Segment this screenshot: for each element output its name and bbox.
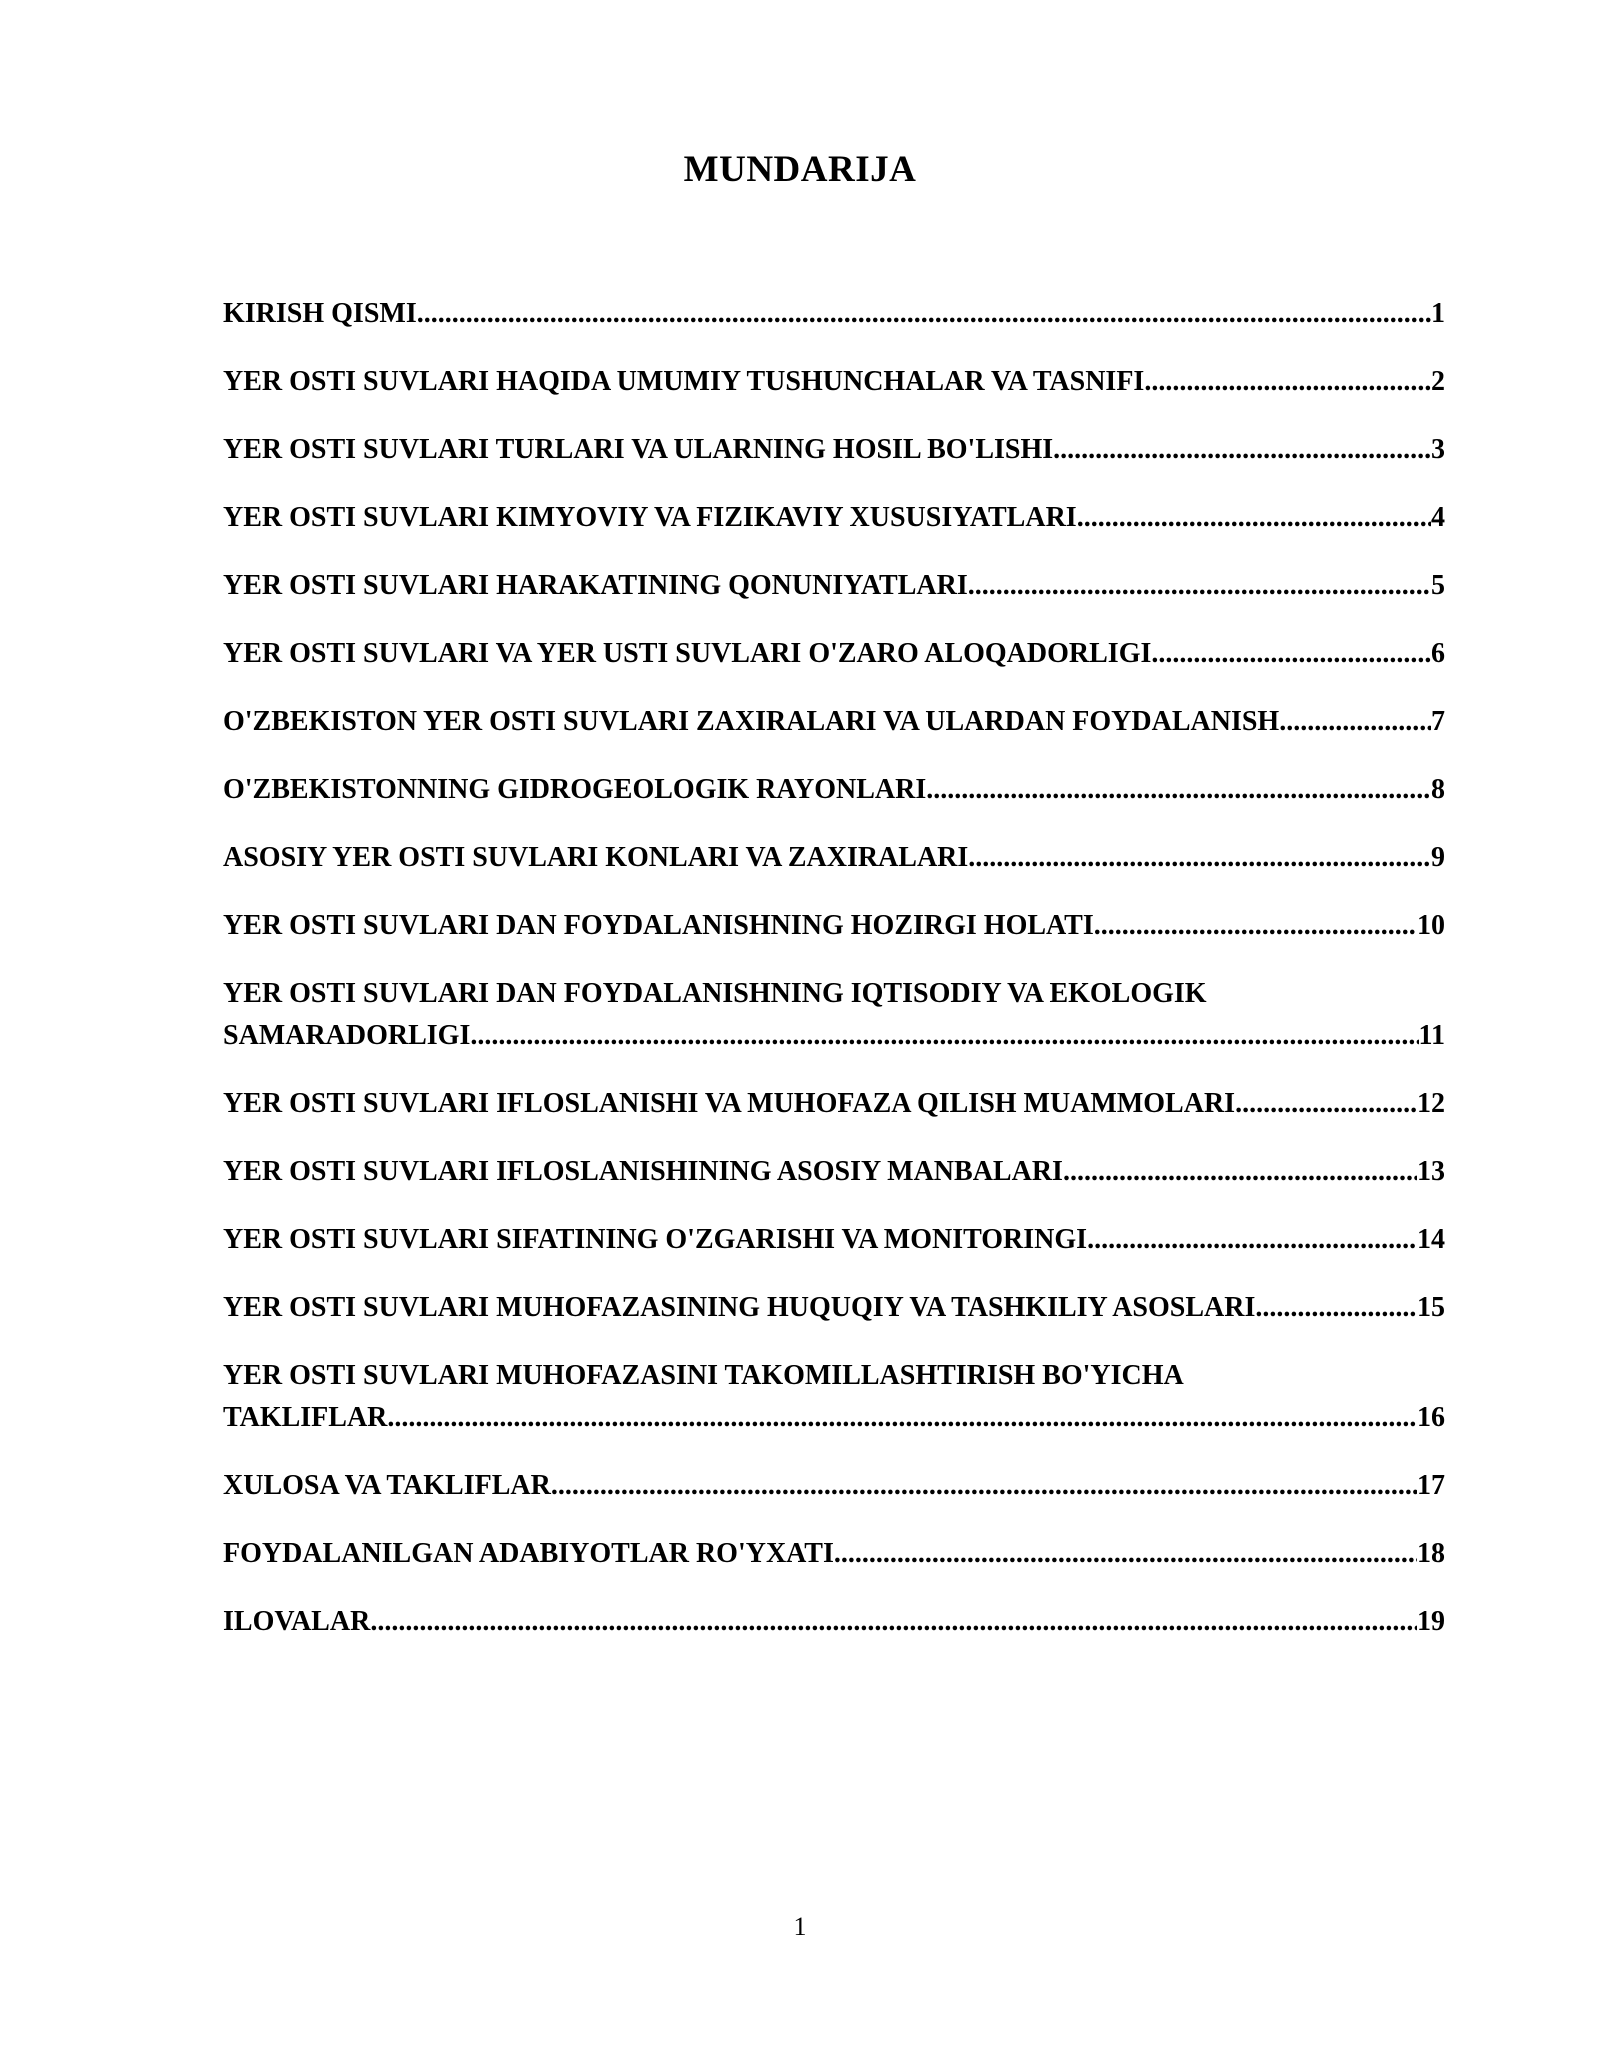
dot-leader [1063, 1151, 1417, 1193]
toc-entry-text: ILOVALAR [223, 1606, 371, 1637]
toc-entry-xulosa[interactable] [223, 1465, 1445, 1507]
dot-leader [968, 837, 1431, 879]
toc-entry-qonuniyatlari[interactable] [223, 565, 1445, 607]
toc-page-number: 2 [1431, 366, 1445, 397]
toc-entry-text-first-line: YER OSTI SUVLARI DAN FOYDALANISHNING IQTISODIY VA EKOLOGIK [223, 978, 1207, 1009]
toc-entry-gidrogeologik-rayonlari[interactable] [223, 769, 1445, 811]
toc-entry-manbalari[interactable] [223, 1151, 1445, 1193]
dot-leader [1053, 429, 1431, 471]
dot-leader [417, 293, 1431, 335]
toc-entry-text: O'ZBEKISTONNING GIDROGEOLOGIK RAYONLARI [223, 774, 927, 805]
toc-page-number: 17 [1417, 1470, 1445, 1501]
toc-entry-text: YER OSTI SUVLARI MUHOFAZASINING HUQUQIY VA TASHKILIY ASOSLARI [223, 1292, 1256, 1323]
page-title: MUNDARIJA [683, 149, 917, 190]
toc-page-number: 6 [1431, 638, 1445, 669]
toc-entry-text: ASOSIY YER OSTI SUVLARI KONLARI VA ZAXIRALARI [223, 842, 969, 873]
dot-leader [1144, 361, 1431, 403]
toc-page-number: 16 [1417, 1402, 1445, 1433]
toc-entry-text: YER OSTI SUVLARI KIMYOVIY VA FIZIKAVIY XUSUSIYATLARI [223, 502, 1077, 533]
toc-entry-zaxiralari[interactable] [223, 701, 1445, 743]
toc-entry-huquqiy-asoslari[interactable] [223, 1287, 1445, 1329]
dot-leader [551, 1465, 1417, 1507]
toc-entry-text: YER OSTI SUVLARI IFLOSLANISHI VA MUHOFAZA QILISH MUAMMOLARI [223, 1088, 1236, 1119]
toc-page-number: 19 [1417, 1606, 1445, 1637]
toc-entry-aloqadorligi[interactable] [223, 633, 1445, 675]
toc-entry-turlari[interactable] [223, 429, 1445, 471]
toc-entry-text: YER OSTI SUVLARI HAQIDA UMUMIY TUSHUNCHALAR VA TASNIFI [223, 366, 1145, 397]
toc-page-number: 13 [1417, 1156, 1445, 1187]
toc-entry-takliflar[interactable] [223, 1355, 1445, 1439]
toc-entry-monitoringi[interactable] [223, 1219, 1445, 1261]
toc-page-number: 15 [1417, 1292, 1445, 1323]
toc-page-number: 7 [1431, 706, 1445, 737]
toc-page-number: 14 [1417, 1224, 1445, 1255]
toc-entry-text: YER OSTI SUVLARI TURLARI VA ULARNING HOSIL BO'LISHI [223, 434, 1054, 465]
toc-entry-text: XULOSA VA TAKLIFLAR [223, 1470, 551, 1501]
toc-entry-samaradorligi[interactable] [223, 973, 1445, 1057]
toc-entry-text: YER OSTI SUVLARI DAN FOYDALANISHNING HOZIRGI HOLATI [223, 910, 1094, 941]
dot-leader [387, 1397, 1417, 1439]
toc-entry-text: YER OSTI SUVLARI IFLOSLANISHINING ASOSIY MANBALARI [223, 1156, 1063, 1187]
toc-entry-hozirgi-holati[interactable] [223, 905, 1445, 947]
dot-leader [1087, 1219, 1417, 1261]
toc-entry-text: YER OSTI SUVLARI VA YER USTI SUVLARI O'ZARO ALOQADORLIGI [223, 638, 1152, 669]
toc-entry-text: O'ZBEKISTON YER OSTI SUVLARI ZAXIRALARI VA ULARDAN FOYDALANISH [223, 706, 1280, 737]
dot-leader [370, 1601, 1417, 1643]
toc-page-number: 9 [1431, 842, 1445, 873]
toc-entry-text: YER OSTI SUVLARI HARAKATINING QONUNIYATLARI [223, 570, 968, 601]
toc-entry-text: YER OSTI SUVLARI SIFATINING O'ZGARISHI VA MONITORINGI [223, 1224, 1088, 1255]
dot-leader [1255, 1287, 1417, 1329]
toc-page-number: 11 [1418, 1020, 1445, 1051]
dot-leader [968, 565, 1431, 607]
page-number: 1 [793, 1912, 807, 1941]
dot-leader [1077, 497, 1431, 539]
toc-entry-konlari[interactable] [223, 837, 1445, 879]
toc-entry-xususiyatlari[interactable] [223, 497, 1445, 539]
toc-entry-kirish-qismi[interactable] [223, 293, 1445, 335]
toc-entry-text: KIRISH QISMI [223, 298, 417, 329]
dot-leader [1094, 905, 1417, 947]
toc-entry-text-first-line: YER OSTI SUVLARI MUHOFAZASINI TAKOMILLASHTIRISH BO'YICHA [223, 1360, 1184, 1391]
toc-entry-adabiyotlar[interactable] [223, 1533, 1445, 1575]
toc-page-number: 10 [1417, 910, 1445, 941]
toc-entry-umumiy-tushunchalar[interactable] [223, 361, 1445, 403]
dot-leader [1235, 1083, 1417, 1125]
dot-leader [1279, 701, 1431, 743]
toc-entry-ilovalar[interactable] [223, 1601, 1445, 1643]
toc-page-number: 8 [1431, 774, 1445, 805]
toc-page-number: 1 [1431, 298, 1445, 329]
toc-page-number: 3 [1431, 434, 1445, 465]
toc-entry-text: FOYDALANILGAN ADABIYOTLAR RO'YXATI [223, 1538, 834, 1569]
dot-leader [470, 1015, 1418, 1057]
toc-entry-muhofaza-muammolari[interactable] [223, 1083, 1445, 1125]
toc-entry-text: SAMARADORLIGI [223, 1020, 471, 1051]
toc-page-number: 18 [1417, 1538, 1445, 1569]
table-of-contents [223, 293, 1445, 1669]
toc-entry-text: TAKLIFLAR [223, 1402, 388, 1433]
dot-leader [1151, 633, 1431, 675]
dot-leader [926, 769, 1431, 811]
toc-page-number: 12 [1417, 1088, 1445, 1119]
toc-page-number: 4 [1431, 502, 1445, 533]
toc-page-number: 5 [1431, 570, 1445, 601]
dot-leader [834, 1533, 1417, 1575]
